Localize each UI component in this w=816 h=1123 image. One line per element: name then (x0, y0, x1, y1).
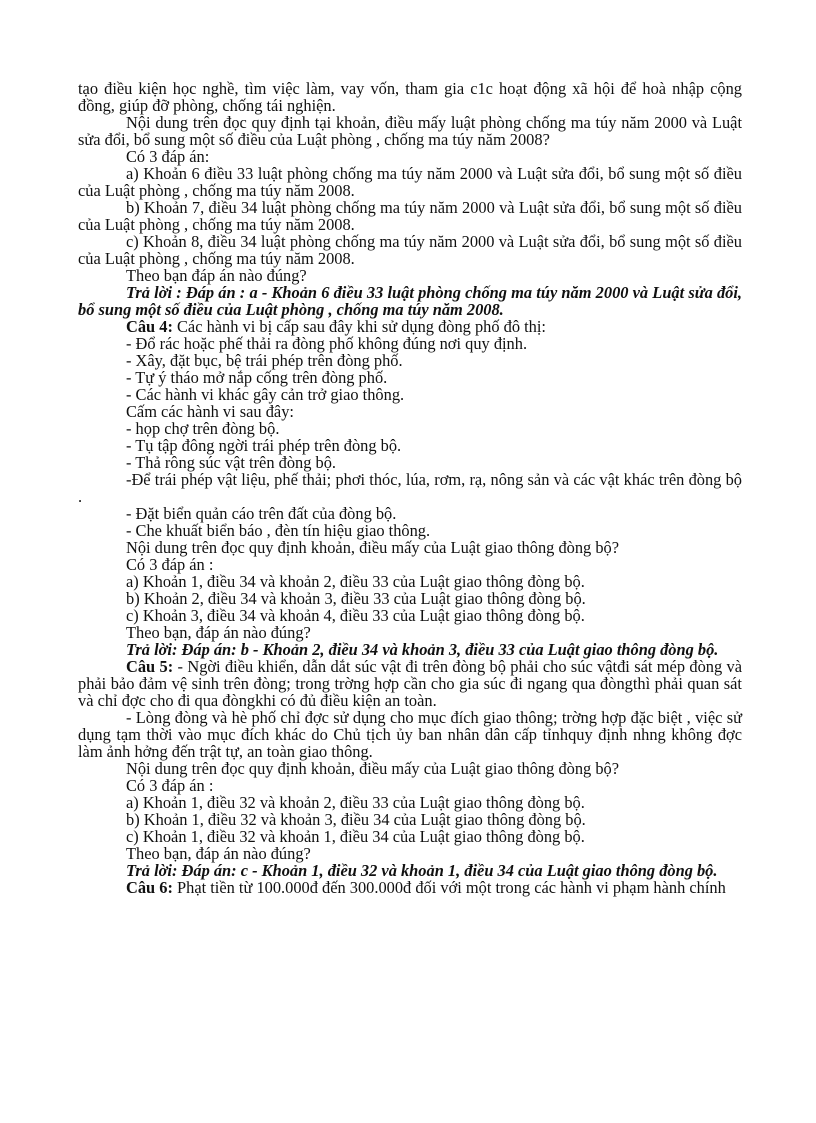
option-a: a) Khoản 1, điều 32 và khoản 2, điều 33 của Luật giao thông đòng bộ. (126, 793, 585, 812)
question-prompt: Theo bạn, đáp án nào đúng? (126, 623, 311, 642)
list-item: - họp chợ trên đòng bộ. (126, 419, 280, 438)
option-a: a) Khoản 1, điều 34 và khoản 2, điều 33 của Luật giao thông đòng bộ. (126, 572, 585, 591)
question-4 (78, 318, 742, 335)
list-item: - Đặt biển quản cáo trên đất của đòng bộ. (126, 504, 397, 523)
question-body: - Ngời điều khiển, dẫn dắt súc vật đi trên đòng bộ phải cho súc vậtđi sát mép đòng và phải bảo đảm vệ sinh trên đòng; trong trờng hợp cần cho gia súc đi ngang qua đòngthì phải quan sát và chỉ đợc cho đi qua đòngkhi có đủ điều kiện an toàn. (78, 657, 742, 710)
question-text: Nội dung trên đọc quy định khoản, điều mấy của Luật giao thông đòng bộ? (126, 759, 619, 778)
list-item: -Để trái phép vật liệu, phế thải; phơi thóc, lúa, rơm, rạ, nông sản và các vật khác trên đòng bộ . (78, 470, 742, 506)
question-6 (78, 879, 742, 896)
question-label: Câu 4: (126, 317, 173, 336)
list-item: - Che khuất biển báo , đèn tín hiệu giao thông. (126, 521, 431, 540)
list-item: - Xây, đặt bục, bệ trái phép trên đòng phố. (126, 351, 403, 370)
paragraph: - Lòng đòng và hè phố chỉ đợc sử dụng cho mục đích giao thông; trờng hợp đặc biệt , việc sử dụng tạm thời vào mục đích khác do Chủ tịch ủy ban nhân dân cấp tỉnhquy định nhng không đợc làm ảnh hởng đến trật tự, an toàn giao thông. (78, 708, 742, 761)
question-text: Nội dung trên đọc quy định khoản, điều mấy của Luật giao thông đòng bộ? (126, 538, 619, 557)
question-5 (78, 658, 742, 709)
question-label: Câu 5: (126, 657, 174, 676)
option-c: c) Khoản 1, điều 32 và khoản 1, điều 34 của Luật giao thông đòng bộ. (126, 827, 585, 846)
option-c: c) Khoản 3, điều 34 và khoản 4, điều 33 của Luật giao thông đòng bộ. (126, 606, 585, 625)
question-label: Câu 6: (126, 878, 173, 897)
document-page (78, 80, 742, 896)
list-item: - Thả rông súc vật trên đòng bộ. (126, 453, 336, 472)
question-prompt: Theo bạn, đáp án nào đúng? (126, 844, 311, 863)
list-heading: Cấm các hành vi sau đây: (126, 402, 294, 421)
list-item: - Tụ tập đông ngời trái phép trên đòng bộ. (126, 436, 402, 455)
option-c: c) Khoản 8, điều 34 luật phòng chống ma túy năm 2000 và Luật sửa đổi, bổ sung một số điều của Luật phòng , chống ma túy năm 2008. (78, 232, 742, 268)
option-b: b) Khoản 1, điều 32 và khoản 3, điều 34 của Luật giao thông đòng bộ. (126, 810, 586, 829)
options-intro: Có 3 đáp án : (126, 776, 214, 795)
list-item: - Các hành vi khác gây cản trở giao thông. (126, 385, 405, 404)
option-b: b) Khoản 7, điều 34 luật phòng chống ma túy năm 2000 và Luật sửa đổi, bổ sung một số điều của Luật phòng , chống ma túy năm 2008. (78, 198, 742, 234)
options-intro: Có 3 đáp án: (126, 147, 210, 166)
list-item: - Tự ý tháo mở nắp cống trên đòng phố. (126, 368, 388, 387)
question-body: Các hành vi bị cấp sau đây khi sử dụng đòng phố đô thị: (172, 317, 546, 336)
answer-text: Trả lời : Đáp án : a - Khoản 6 điều 33 luật phòng chống ma túy năm 2000 và Luật sửa đổi, bổ sung một số điều của Luật phòng , chống ma túy năm 2008. (78, 283, 742, 319)
option-a: a) Khoản 6 điều 33 luật phòng chống ma túy năm 2000 và Luật sửa đổi, bổ sung một số điều của Luật phòng , chống ma túy năm 2008. (78, 164, 742, 200)
answer-text: Trả lời: Đáp án: c - Khoản 1, điều 32 và khoản 1, điều 34 của Luật giao thông đòng bộ. (126, 861, 718, 880)
paragraph: tạo điều kiện học nghề, tìm việc làm, vay vốn, tham gia c1c hoạt động xã hội để hoà nhập cộng đồng, giúp đỡ phòng, chống tái nghiện. (78, 79, 742, 115)
option-b: b) Khoản 2, điều 34 và khoản 3, điều 33 của Luật giao thông đòng bộ. (126, 589, 586, 608)
question-text: Nội dung trên đọc quy định tại khoản, điều mấy luật phòng chống ma túy năm 2000 và Luật sửa đổi, bổ sung một số điều của Luật phòng , chống ma túy năm 2008? (78, 113, 742, 149)
question-prompt: Theo bạn đáp án nào đúng? (126, 266, 307, 285)
list-item: - Đổ rác hoặc phế thải ra đòng phố không đúng nơi quy định. (126, 334, 528, 353)
answer-text: Trả lời: Đáp án: b - Khoản 2, điều 34 và khoản 3, điều 33 của Luật giao thông đòng bộ. (126, 640, 719, 659)
question-body: Phạt tiền từ 100.000đ đến 300.000đ đối với một trong các hành vi phạm hành chính (172, 878, 726, 897)
options-intro: Có 3 đáp án : (126, 555, 214, 574)
